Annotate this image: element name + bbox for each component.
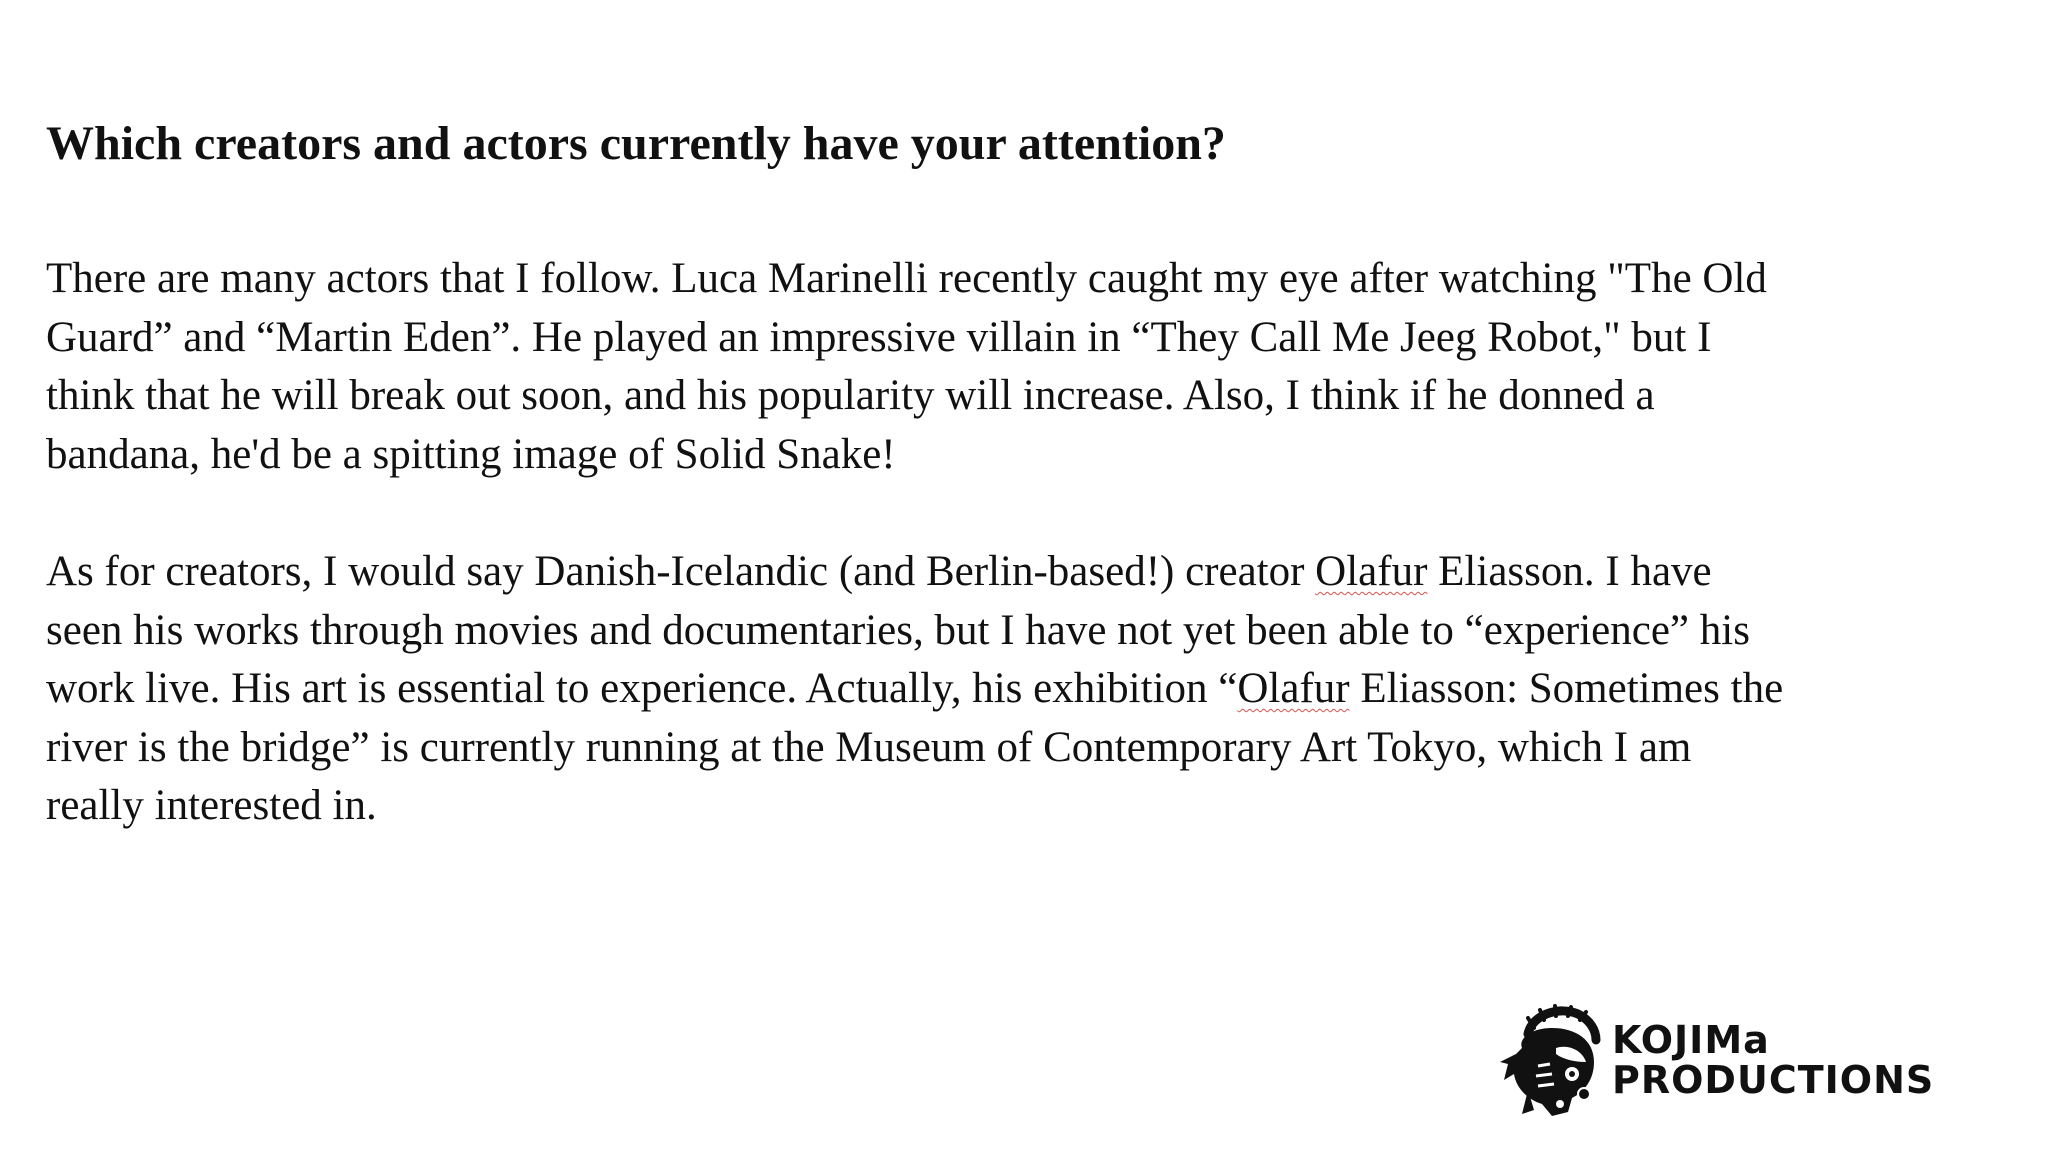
line-text: As for creators, I would say Danish-Icelandic (and Berlin-based!) creator bbox=[46, 548, 1316, 595]
ludens-helmet-icon bbox=[1498, 1004, 1608, 1122]
line-text: Eliasson: Sometimes the bbox=[1349, 665, 1784, 712]
paragraph-line: river is the bridge” is currently running at the Museum of Contemporary Art Tokyo, which I am bbox=[46, 723, 1692, 771]
question-heading: Which creators and actors currently have your attention? bbox=[46, 117, 1226, 170]
paragraph-line: seen his works through movies and documentaries, but I have not yet been able to “experience” his bbox=[46, 606, 1750, 654]
spellcheck-flagged-word: Olafur bbox=[1237, 665, 1350, 712]
paragraph-line: There are many actors that I follow. Luca Marinelli recently caught my eye after watching "The Old bbox=[46, 255, 1767, 302]
answer-paragraph-creators bbox=[46, 543, 2031, 836]
line-text: Eliasson. I have bbox=[1427, 548, 1712, 595]
spellcheck-flagged-word: Olafur bbox=[1315, 548, 1428, 595]
logo-wordmark bbox=[1612, 1020, 1934, 1100]
line-text: work live. His art is essential to experience. Actually, his exhibition “ bbox=[46, 665, 1238, 712]
paragraph-line: really interested in. bbox=[46, 782, 377, 829]
paragraph-line: bandana, he'd be a spitting image of Solid Snake! bbox=[46, 430, 896, 478]
paragraph-line bbox=[46, 543, 2031, 602]
logo-line-productions: PRODUCTIONS bbox=[1612, 1058, 1935, 1102]
paragraph-line: think that he will break out soon, and his popularity will increase. Also, I think if he donned a bbox=[46, 372, 1655, 419]
kojima-productions-logo bbox=[1498, 1004, 1968, 1122]
paragraph-line: Guard” and “Martin Eden”. He played an impressive villain in “They Call Me Jeeg Robot," but I bbox=[46, 313, 1712, 361]
answer-paragraph-actors bbox=[46, 250, 2031, 484]
paragraph-line bbox=[46, 660, 2031, 719]
logo-line-kojima: KOJIMa bbox=[1612, 1018, 1770, 1062]
